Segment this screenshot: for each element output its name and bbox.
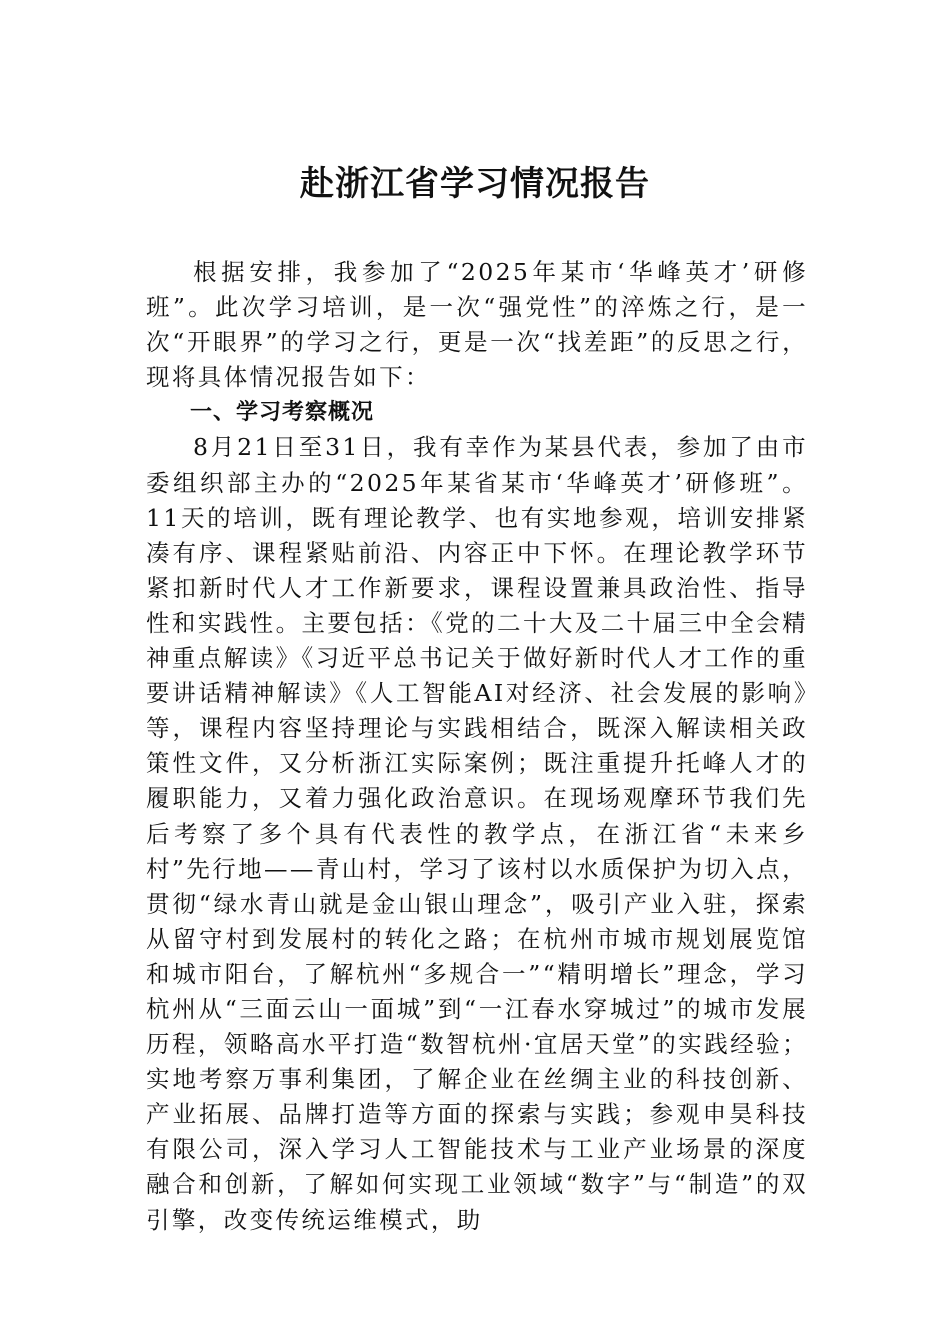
document-body [146, 255, 808, 1238]
section-paragraph: 8月21日至31日，我有幸作为某县代表，参加了由市委组织部主办的“2025年某省某市‘华峰英才’研修班”。11天的培训，既有理论教学、也有实地参观，培训安排紧凑有序、课程紧贴前沿、内容正中下怀。在理论教学环节紧扣新时代人才工作新要求，课程设置兼具政治性、指导性和实践性。主要包括：《党的二十大及二十届三中全会精神重点解读》《习近平总书记关于做好新时代人才工作的重要讲话精神解读》《人工智能AI对经济、社会发展的影响》等，课程内容坚持理论与实践相结合，既深入解读相关政策性文件，又分析浙江实际案例；既注重提升托峰人才的履职能力，又着力强化政治意识。在现场观摩环节我们先后考察了多个具有代表性的教学点，在浙江省“未来乡村”先行地——青山村，学习了该村以水质保护为切入点，贯彻“绿水青山就是金山银山理念”，吸引产业入驻，探索从留守村到发展村的转化之路；在杭州市城市规划展览馆和城市阳台，了解杭州“多规合一”“精明增长”理念，学习杭州从“三面云山一面城”到“一江春水穿城过”的城市发展历程，领略高水平打造“数智杭州·宜居天堂”的实践经验；实地考察万事利集团，了解企业在丝绸主业的科技创新、产业拓展、品牌打造等方面的探索与实践；参观申昊科技有限公司，深入学习人工智能技术与工业产业场景的深度融合和创新，了解如何实现工业领域“数字”与“制造”的双引擎，改变传统运维模式，助 [146, 433, 808, 1234]
page-title: 赴浙江省学习情况报告 [300, 164, 650, 204]
section-heading: 一、学习考察概况 [190, 400, 375, 426]
intro-paragraph: 根据安排，我参加了“2025年某市‘华峰英才’研修班”。此次学习培训，是一次“强党性”的淬炼之行，是一次“开眼界”的学习之行，更是一次“找差距”的反思之行，现将具体情况报告如下： [146, 258, 808, 392]
